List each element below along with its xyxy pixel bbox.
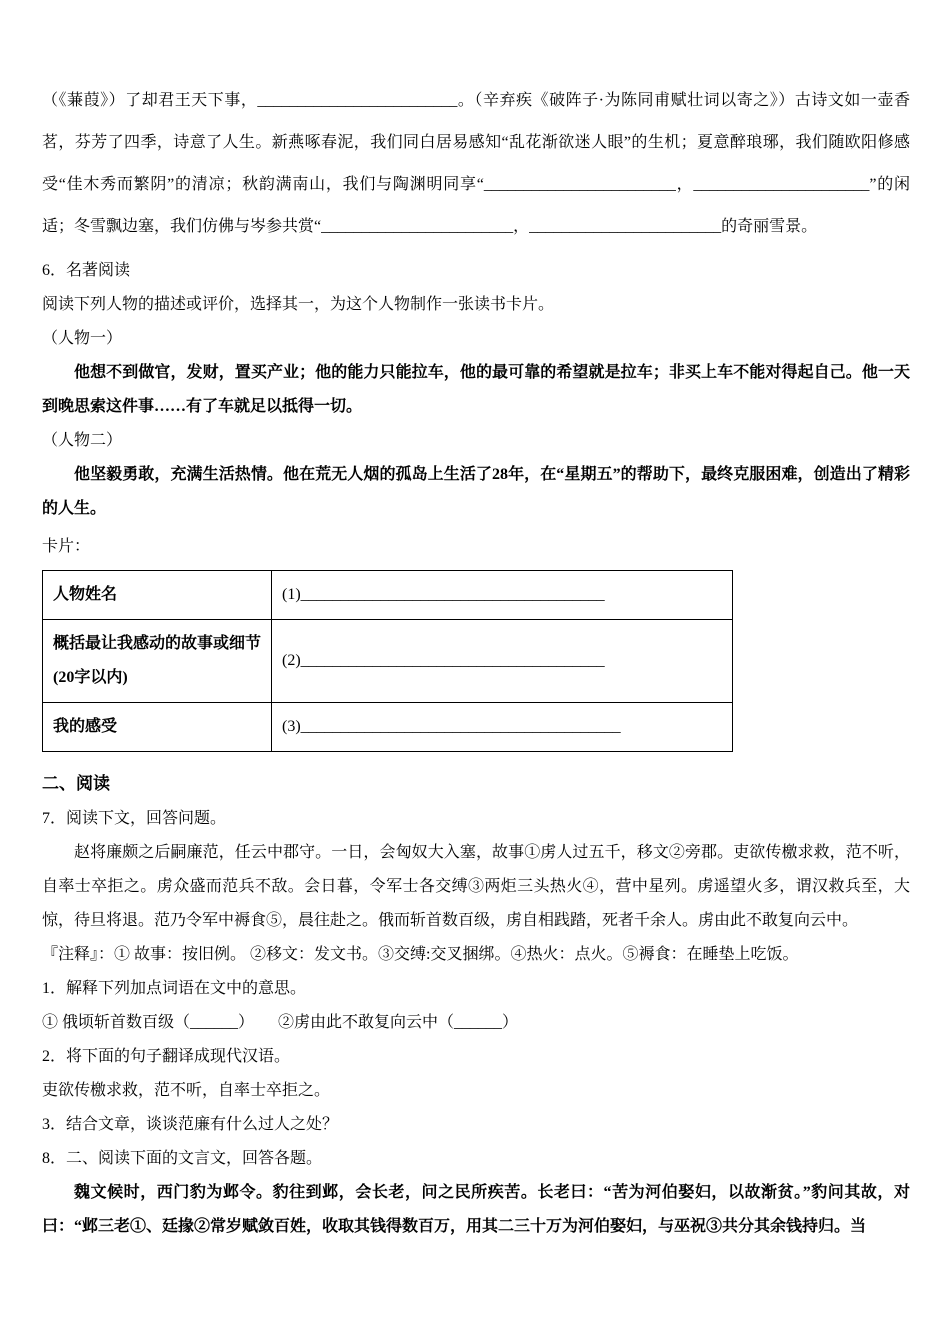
table-row-story: [43, 620, 733, 703]
q7-sub3: 3．结合文章，谈谈范廉有什么过人之处？: [42, 1116, 339, 1133]
q7-heading: 7．阅读下文，回答问题。: [42, 810, 227, 827]
table-value-name: (1)______________________________________: [272, 571, 733, 620]
q7-sub2: 2．将下面的句子翻译成现代汉语。: [42, 1048, 291, 1065]
table-value-story: (2)______________________________________: [272, 620, 733, 703]
q8-passage: 魏文候时，西门豹为邺令。豹往到邺，会长老，问之民所疾苦。长老曰：“苦为河伯娶妇，以故渐贫。”豹问其故，对曰：“邺三老①、廷掾②常岁赋敛百姓，收取其钱得数百万，用其二三十万为河伯娶妇，与巫祝③共分其余钱持归。当: [42, 1184, 910, 1235]
figure1-passage: 他想不到做官，发财，置买产业；他的能力只能拉车，他的最可靠的希望就是拉车；非买上车不能对得起自己。他一天到晚思索这件事……有了车就足以抵得一切。: [42, 364, 910, 415]
figure1-label: （人物一）: [42, 330, 123, 347]
q6-heading: 6．名著阅读: [42, 262, 131, 279]
q7-passage: 赵将廉颇之后嗣廉范，任云中郡守。一日，会匈奴大入塞，故事①虏人过五千，移文②旁郡。吏欲传檄求救，范不听，自率士卒拒之。虏众盛而范兵不敌。会日暮，令军士各交缚③两炬三头热火④，营中星列。虏遥望火多，谓汉救兵至，大惊，待旦将退。范乃令军中褥食⑤，晨往赴之。俄而斩首数百级，虏自相践踏，死者千余人。虏由此不敢复向云中。: [42, 844, 910, 929]
q7-notes: 『注释』：① 故事：按旧例。 ②移文：发文书。③交缚:交叉捆绑。④热火：点火。⑤褥食：在睡垫上吃饭。: [42, 946, 799, 963]
card-label: 卡片：: [42, 538, 91, 555]
table-label-name: 人物姓名: [43, 571, 272, 620]
q6-instruction: 阅读下列人物的描述或评价，选择其一，为这个人物制作一张读书卡片。: [42, 296, 555, 313]
q7-sub2-sentence: 吏欲传檄求救，范不听，自率士卒拒之。: [42, 1082, 331, 1099]
table-row-name: [43, 571, 733, 620]
table-label-feeling: 我的感受: [43, 703, 272, 752]
section-reading-heading: 二、阅读: [42, 774, 110, 793]
q7-sub1: 1．解释下列加点词语在文中的意思。: [42, 980, 307, 997]
table-row-feeling: [43, 703, 733, 752]
q7-sub1-blanks: ① 俄顷斩首数百级（______） ②虏由此不敢复向云中（______）: [42, 1014, 519, 1031]
reading-card-table: [42, 570, 733, 752]
intro-paragraph: （《蒹葭》）了却君王天下事，_________________________。（辛弃疾《破阵子·为陈同甫赋壮词以寄之》）古诗文如一壶香茗，芬芳了四季，诗意了人生。新燕啄春泥，我们同白居易感知“乱花渐欲迷人眼”的生机；夏意醉琅琊，我们随欧阳修感受“佳木秀而繁阴”的清凉；秋韵满南山，我们与陶渊明同享“________________________，______________________”的闲适；冬雪飘边塞，我们仿佛与岑参共赏“________________________，________________________的奇丽雪景。: [42, 92, 910, 235]
table-value-feeling: (3)________________________________________: [272, 703, 733, 752]
figure2-passage: 他坚毅勇敢，充满生活热情。他在荒无人烟的孤岛上生活了28年，在“星期五”的帮助下，最终克服困难，创造出了精彩的人生。: [42, 466, 910, 517]
q8-heading: 8．二、阅读下面的文言文，回答各题。: [42, 1150, 323, 1167]
figure2-label: （人物二）: [42, 432, 123, 449]
table-label-story: 概括最让我感动的故事或细节(20字以内): [43, 620, 272, 703]
